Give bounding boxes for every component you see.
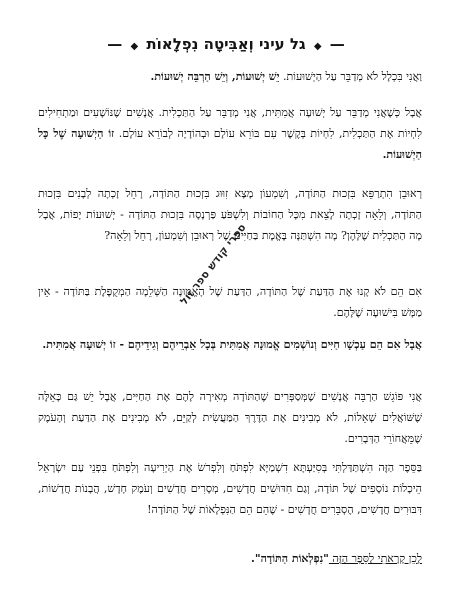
paragraph-7-text: בַּסֵּפֶר הַזֶּה הִשְׁתַּדַּלְתִּי בְּסִיַּעְתָּא דִשְׁמַיָּא לִפְתֹּחַ וְלִפְרֹשׂ אֶת הַיְרִיעָה וְלִפְתֹּחַ בִּפְנֵי עַם יִשְׂרָאֵל הֵיכָלוֹת נוֹסָפִים שֶׁל תּוֹדָה, וְגַם חִדּוּשִׁים חֲדָשִׁים, מְסָרִים חֲדָשִׁים וְעֹמֶק חָדָשׁ, הֲבָנוֹת חֲדָשׁוֹת, דִּבּוּרִים חֲדָשִׁים, הֶסְבֵּרִים חֲדָשִׁים - שֶׁהֵם הֵם הַנִּפְלָאוֹת שֶׁל הַתּוֹדָה! [38,461,422,516]
library-stamp-watermark: ספרי קודש ספר זול [178,221,249,308]
paragraph-2 [38,102,422,165]
title-dash-left: — [107,35,123,53]
paragraph-1-bold: יֵשׁ יְשׁוּעוֹת, וְיֵשׁ הַרְבֵּה יְשׁוּעוֹת. [150,70,280,83]
paragraph-4 [38,281,422,323]
title-ornament-left: ◆ [130,41,139,52]
paragraph-7 [38,457,422,520]
paragraph-5 [38,334,422,355]
paragraph-2-text: אֲבָל כְּשֶׁאֲנִי מְדַבֵּר עַל יְשׁוּעָה אֲמִתִּית, אֲנִי מְדַבֵּר עַל הַתַּכְלִית. אֲנָשִׁים שֶׁנּוֹשָׁעִים וּמַתְחִילִים לִחְיוֹת אֶת הַתַּכְלִית, לִחְיוֹת בְּקֶשֶׁר עִם בּוֹרֵא עוֹלָם וּבְהוֹדָיָה לְבוֹרֵא עוֹלָם. [38,106,422,140]
page-title [0,34,452,57]
paragraph-1-text: וַאֲנִי בִּכְלָל לֹא מְדַבֵּר עַל הַיְשׁוּעוֹת. [279,70,422,83]
paragraph-1 [38,66,422,87]
paragraph-5-text: אֲבָל אִם הֵם עַכְשָׁו חַיִּים וְנוֹשְׁמִים אֱמוּנָה אֲמִתִּית בְּכָל אֵבְרֵיהֶם וְגִידֵיהֶם - זוֹ יְשׁוּעָה אֲמִתִּית. [42,338,422,351]
title-dash-right: — [329,35,345,53]
title-text: גל עיני וְאַבִּיטָה נִפְלָאוֹת [146,35,306,53]
title-ornament-right: ◆ [313,41,322,52]
paragraph-6-text: אֲנִי פּוֹגֵשׁ הַרְבֵּה אֲנָשִׁים שֶׁמְּסַפְּרִים שֶׁהַתּוֹדָה מְאִירָה לָהֶם אֶת הַחַיִּים, אֲבָל יֵשׁ גַּם כָּאֵלֶּה שֶׁשּׁוֹאֲלִים שְׁאֵלוֹת, לֹא מְבִינִים אֶת הַדֶּרֶךְ הַמַּעֲשִׂית לְקַיֵּם, לֹא מְבִינִים אֶת הַדַּעַת וְהָעֹמֶק שֶׁמֵּאֲחוֹרֵי הַדְּבָרִים. [38,390,422,445]
paragraph-8-bold: "נִפְלְאוֹת הַתּוֹדָה". [251,552,329,565]
paragraph-4-text: אִם הֵם לֹא קָנוּ אֶת הַדַּעַת שֶׁל הַתּוֹדָה, הַדַּעַת שֶׁל הָאֱמוּנָה הַשְּׁלֵמָה הַמְקֻפֶּלֶת בַּתּוֹדָה - אֵין מַמָּשׁ בִּישׁוּעָה שֶׁלָּהֶם. [38,285,422,319]
paragraph-6 [38,386,422,449]
paragraph-3-text: רְאוּבֵן הִתְרַפֵּא בִּזְכוּת הַתּוֹדָה, וְשִׁמְעוֹן מָצָא זִוּוּג בִּזְכוּת הַתּוֹדָה, רָחֵל זָכְתָה לְבָנִים בִּזְכוּת הַתּוֹדָה, וְלֵאָה זָכְתָה לָצֵאת מִכָּל הַחוֹבוֹת וְלִשְׁפֹּעַ פַּרְנָסָה בִּזְכוּת הַתּוֹדָה - יְשׁוּעוֹת יָפוֹת, אֲבָל מָה הַתַּכְלִית שֶׁלָּהֶן? מָה הִשְׁתַּנָּה בֶּאֱמֶת בַּחַיִּים שֶׁל רְאוּבֵן וְשִׁמְעוֹן, רָחֵל וְלֵאָה? [38,187,422,242]
paragraph-2-bold: זוֹ הַיְשׁוּעָה שֶׁל כָּל הַיְשׁוּעוֹת. [38,127,422,161]
paragraph-8-text: לָכֵן קָרָאתִי לַסֵּפֶר הַזֶּה [328,552,422,565]
paragraph-8 [38,548,422,569]
